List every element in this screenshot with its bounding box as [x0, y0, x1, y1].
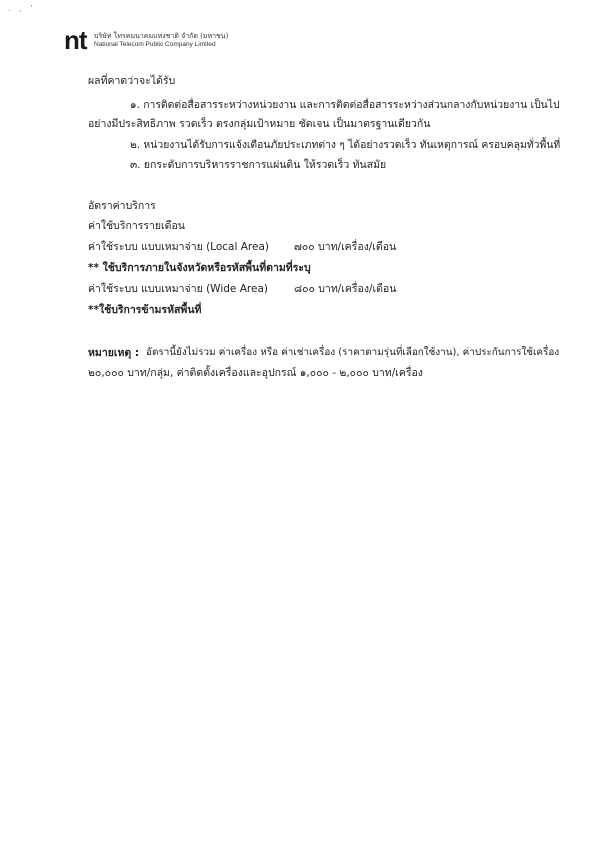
remark-line-2: ๒๐,๐๐๐ บาท/กลุ่ม, ค่าติดตั้งเครื่องและอุปกรณ์ ๑,๐๐๐ - ๒,๐๐๐ บาท/เครื่อง [88, 367, 423, 379]
monthly-fee-label: ค่าใช้บริการรายเดือน [88, 220, 185, 232]
wide-area-price: ๘๐๐ บาท/เครื่อง/เดือน [294, 283, 397, 295]
remark-line-1: อัตรานี้ยังไม่รวม ค่าเครื่อง หรือ ค่าเช่าเครื่อง (ราคาตามรุ่นที่เลือกใช้งาน), ค่าประกันการใช้เครื่อง [146, 347, 560, 358]
corner-mark: . , ’ [8, 4, 36, 13]
remark-label: หมายเหตุ : [88, 347, 140, 359]
rates-heading: อัตราค่าบริการ [88, 200, 156, 212]
local-area-price: ๗๐๐ บาท/เครื่อง/เดือน [294, 241, 397, 253]
company-name-thai: บริษัท โทรคมนาคมแห่งชาติ จำกัด (มหาชน) [94, 32, 229, 40]
expected-result-item-3: ๓. ยกระดับการบริหารราชการแผ่นดิน ให้รวดเร็ว ทันสมัย [130, 159, 387, 171]
wide-area-label: ค่าใช้ระบบ แบบเหมาจ่าย (Wide Area) [88, 283, 268, 295]
expected-results-heading: ผลที่คาดว่าจะได้รับ [88, 75, 176, 87]
wide-area-note: **ใช้บริการข้ามรหัสพื้นที่ [88, 304, 202, 316]
expected-result-item-1-line-1: ๑. การติดต่อสื่อสารระหว่างหน่วยงาน และการติดต่อสื่อสารระหว่างส่วนกลางกับหน่วยงาน เป็นไป [130, 99, 560, 111]
local-area-note: ** ใช้บริการภายในจังหวัดหรือรหัสพื้นที่ตามที่ระบุ [88, 262, 311, 274]
expected-result-item-2: ๒. หน่วยงานได้รับการแจ้งเตือนภัยประเภทต่าง ๆ ได้อย่างรวดเร็ว ทันเหตุการณ์ ครอบคลุมทั่วพื้นที่ [130, 139, 561, 151]
company-name-english: National Telecom Public Company Limited [94, 41, 216, 48]
local-area-label: ค่าใช้ระบบ แบบเหมาจ่าย (Local Area) [88, 241, 269, 253]
expected-result-item-1-line-2: อย่างมีประสิทธิภาพ รวดเร็ว ตรงกลุ่มเป้าหมาย ชัดเจน เป็นมาตรฐานเดียวกัน [88, 118, 431, 130]
logo-mark: nt [64, 25, 87, 55]
